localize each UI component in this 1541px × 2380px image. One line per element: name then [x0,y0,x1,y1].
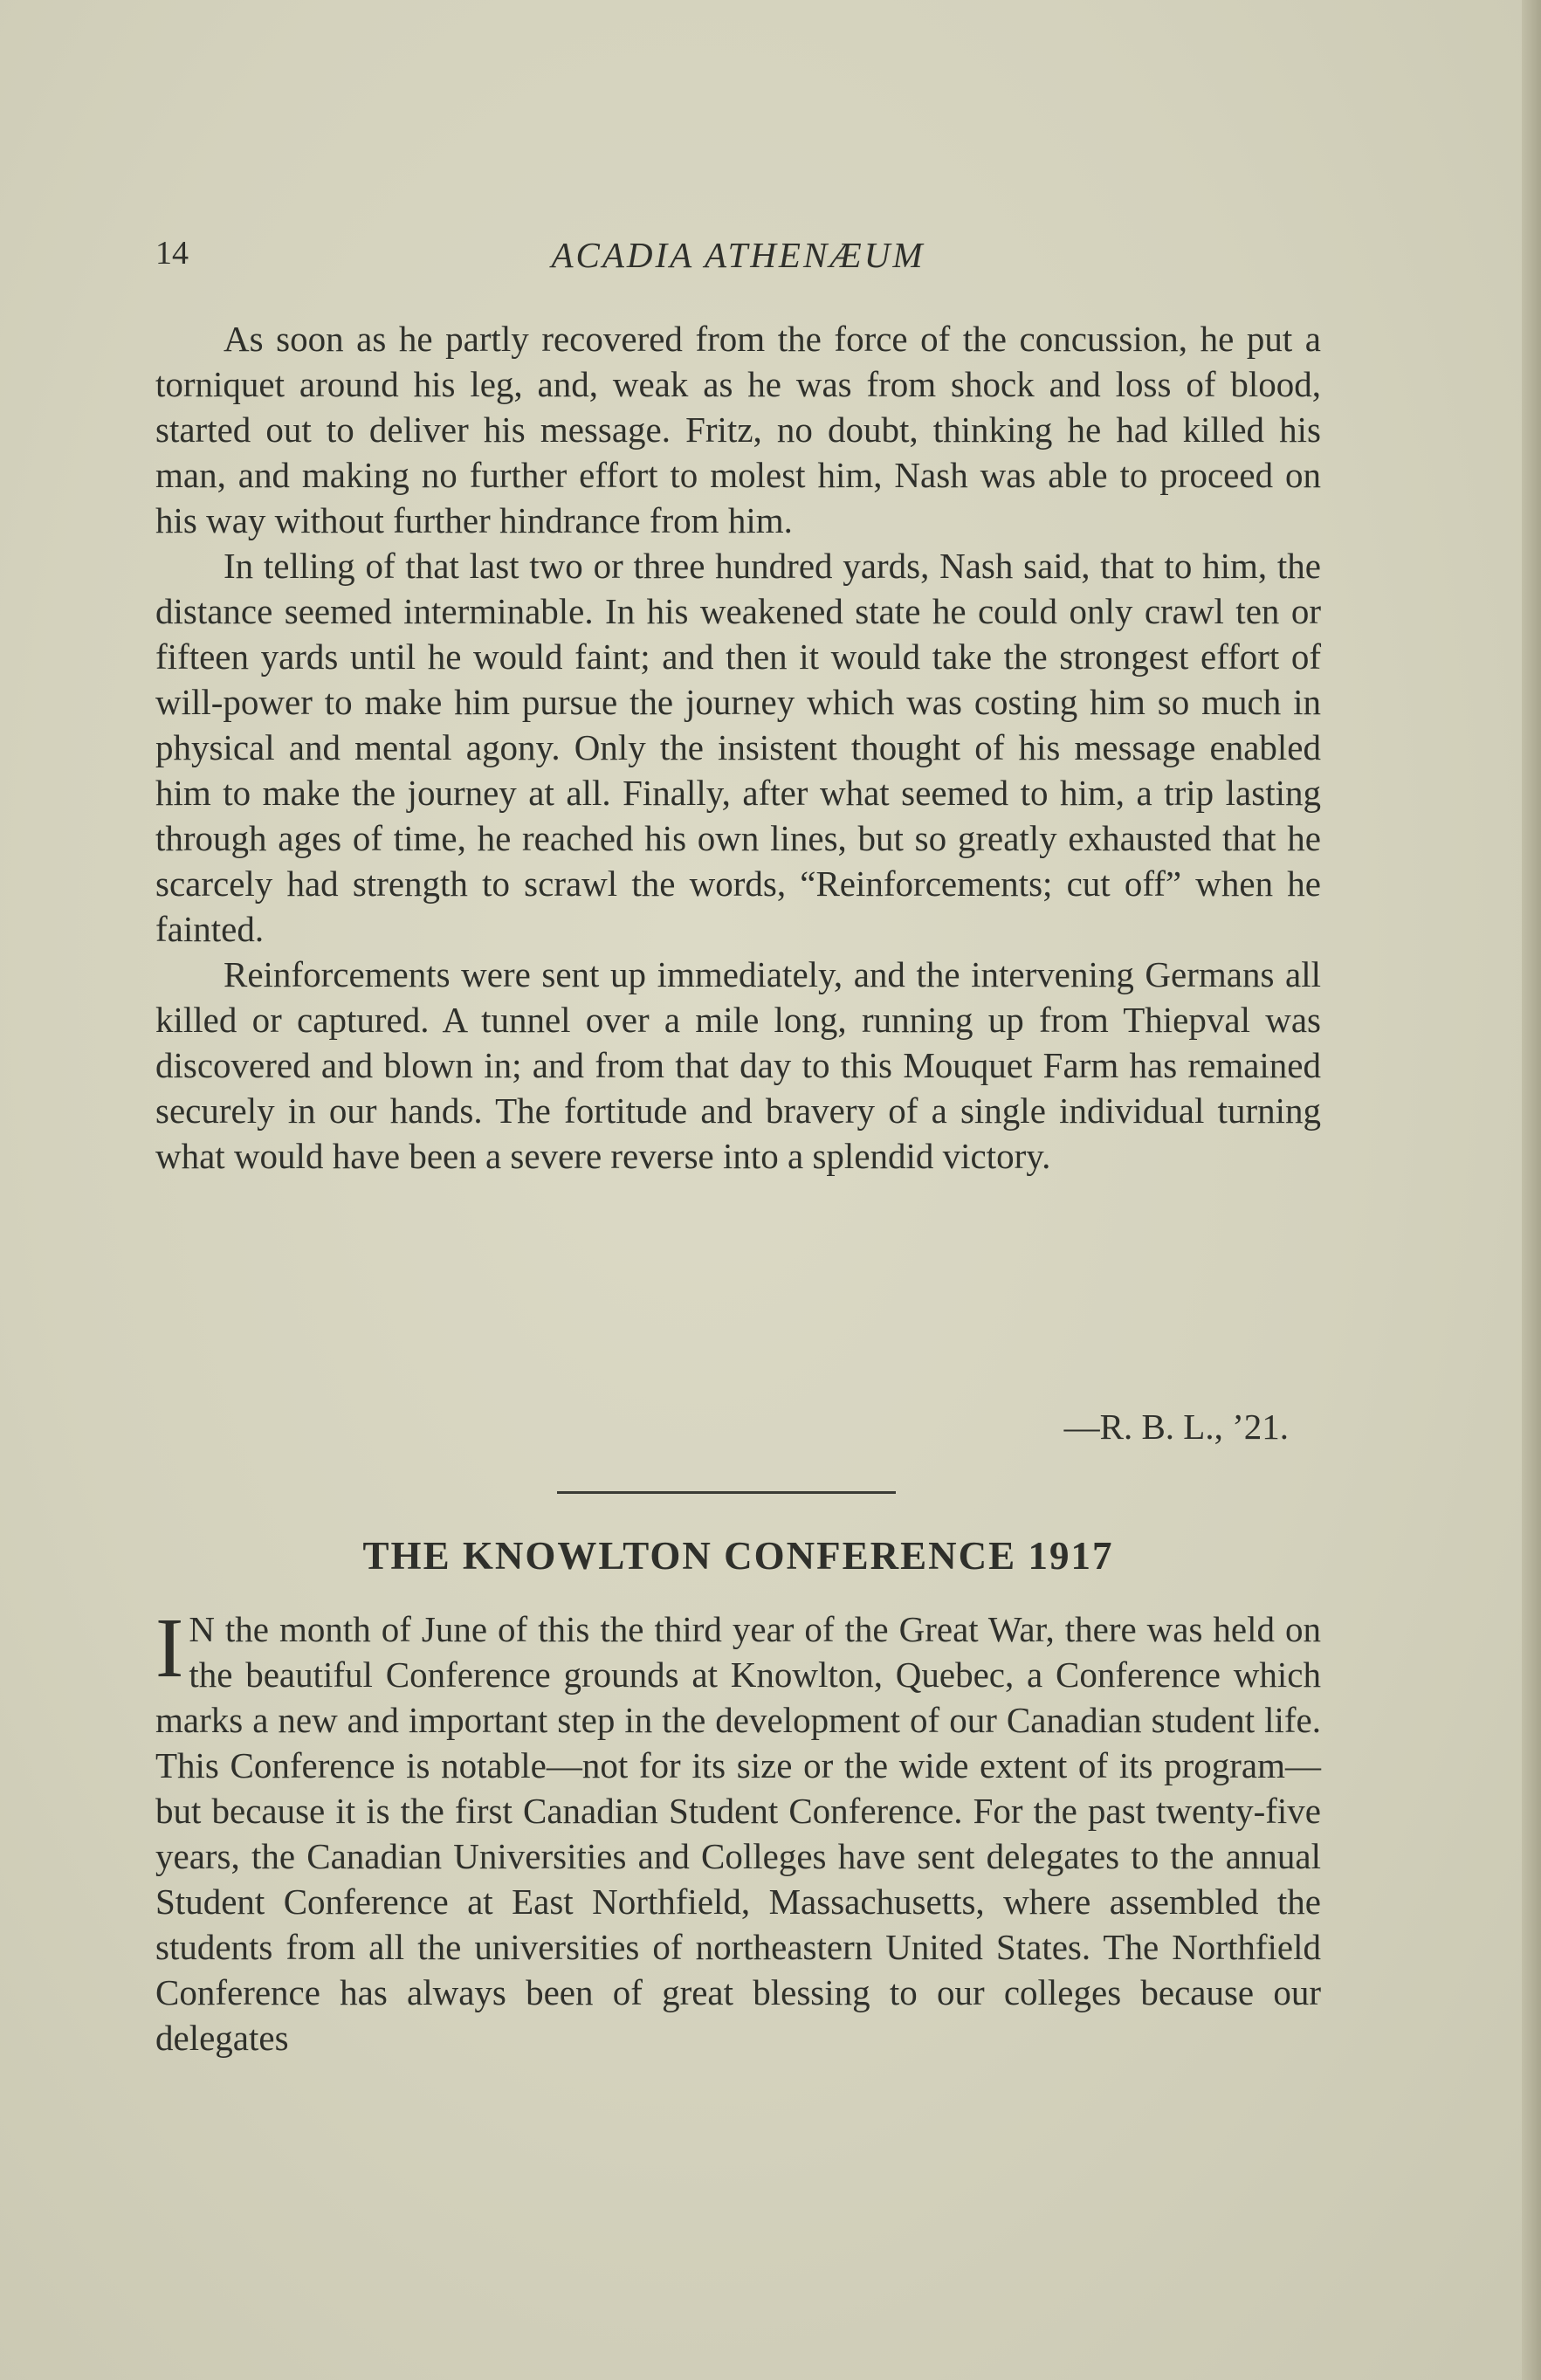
page-edge [1522,0,1541,2380]
paragraph: Reinforcements were sent up immediately, and the intervening Germans all killed or captured. A tunnel over a mile long, running up from Thiepval was discovered and blown in; and from that day to this Mouquet Farm has remained securely in our hands. The fortitude and bravery of a single individual turning what would have been a severe reverse into a splendid victory. [155,954,1321,1176]
section-divider [557,1491,896,1494]
paragraph: In telling of that last two or three hundred yards, Nash said, that to him, the distance seemed interminable. In his weakened state he could only crawl ten or fifteen yards until he would faint; and then it would take the strongest effort of will-power to make him pursue the journey which was costing him so much in physical and mental agony. Only the insistent thought of his message enabled him to make the journey at all. Finally, after what seemed to him, a trip lasting through ages of time, he reached his own lines, but so greatly exhausted that he scarcely had strength to scrawl the words, “Reinforcements; cut off” when he fainted. [155,546,1321,949]
page-header [155,234,1321,286]
paragraph: As soon as he partly recovered from the force of the concussion, he put a torniquet around his leg, and, weak as he was from shock and loss of blood, started out to deliver his message. Fritz, no doubt, thinking he had killed his man, and making no further effort to molest him, Nash was able to proceed on his way without further hindrance from him. [155,319,1321,540]
drop-cap: I [155,1601,184,1695]
article-body [155,316,1321,1179]
paragraph [155,1601,1321,2060]
page-number: 14 [155,235,189,272]
running-head: ACADIA ATHENÆUM [551,235,925,275]
paragraph-text: N the month of June of this the third year of the Great War, there was held on the beautiful Conference grounds at Knowlton, Quebec, a Conference which marks a new and important step in the development of our Canadian student life. This Conference is notable—not for its size or the wide extent of its program—but because it is the first Canadian Student Conference. For the past twenty-five years, the Canadian Universities and Colleges have sent delegates to the annual Student Conference at East Northfield, Massachusetts, where assembled the students from all the universities of northeastern United States. The Northfield Conference has always been of great blessing to our colleges because our delegates [155,1609,1321,2058]
article-title: THE KNOWLTON CONFERENCE 1917 [362,1534,1114,1578]
article-body [155,1601,1321,2060]
author-signature: —R. B. L., ’21. [1063,1407,1289,1447]
